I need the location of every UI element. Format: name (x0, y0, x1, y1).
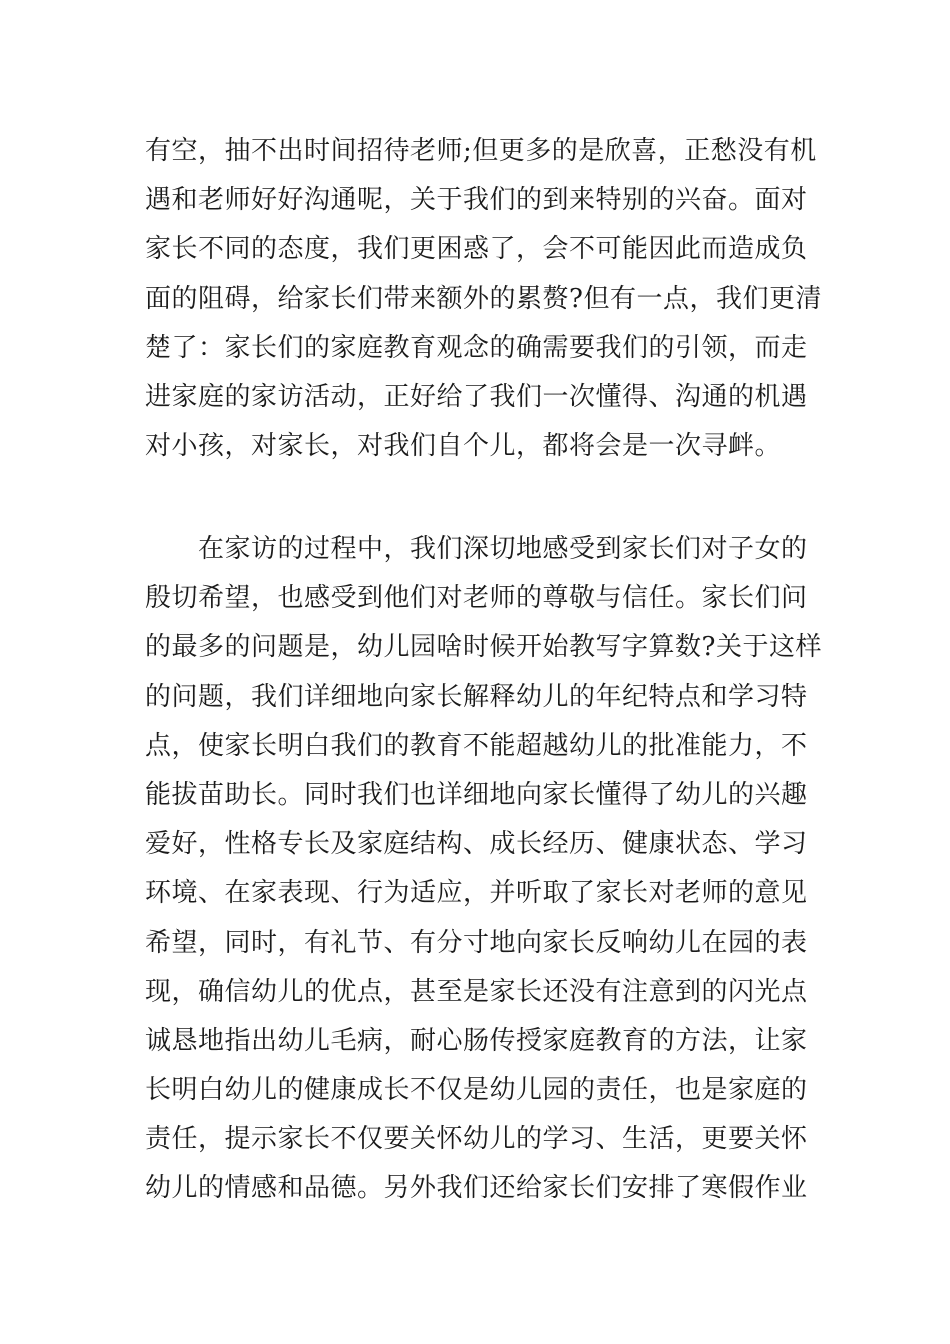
text-line: 爱好，性格专长及家庭结构、成长经历、健康状态、学习 (145, 829, 808, 860)
text-line: 点，使家长明白我们的教育不能超越幼儿的批准能力，不 (145, 730, 808, 761)
text-line: 的问题，我们详细地向家长解释幼儿的年纪特点和学习特 (145, 681, 808, 712)
text-line: 责任，提示家长不仅要关怀幼儿的学习、生活，更要关怀 (145, 1124, 808, 1155)
text-line: 进家庭的家访活动，正好给了我们一次懂得、沟通的机遇 (145, 381, 808, 412)
text-line: 面的阻碍，给家长们带来额外的累赘?但有一点，我们更清 (145, 283, 822, 314)
text-line: 楚了：家长们的家庭教育观念的确需要我们的引领，而走 (145, 332, 808, 363)
text-line: 在家访的过程中，我们深切地感受到家长们对子女的 (145, 534, 808, 564)
text-line: 希望，同时，有礼节、有分寸地向家长反响幼儿在园的表 (145, 927, 808, 958)
text-line: 现，确信幼儿的优点，甚至是家长还没有注意到的闪光点 (145, 976, 808, 1007)
paragraph-1 (145, 127, 822, 471)
paragraph-2 (145, 525, 822, 1214)
text-line: 的最多的问题是，幼儿园啥时候开始教写字算数?关于这样 (145, 632, 822, 663)
text-line: 家长不同的态度，我们更困惑了，会不可能因此而造成负 (145, 234, 808, 265)
text-line: 遇和老师好好沟通呢，关于我们的到来特别的兴奋。面对 (145, 185, 808, 216)
text-line: 环境、在家表现、行为适应，并听取了家长对老师的意见 (145, 878, 808, 909)
text-line: 对小孩，对家长，对我们自个儿，都将会是一次寻衅。 (145, 431, 782, 462)
text-line: 长明白幼儿的健康成长不仅是幼儿园的责任，也是家庭的 (145, 1075, 808, 1106)
text-line: 能拔苗助长。同时我们也详细地向家长懂得了幼儿的兴趣 (145, 779, 808, 810)
text-line: 有空，抽不出时间招待老师;但更多的是欣喜，正愁没有机 (145, 136, 817, 166)
text-line: 幼儿的情感和品德。另外我们还给家长们安排了寒假作业 (145, 1173, 808, 1204)
text-line: 诚恳地指出幼儿毛病，耐心肠传授家庭教育的方法，让家 (145, 1025, 808, 1056)
text-line: 殷切希望，也感受到他们对老师的尊敬与信任。家长们问 (145, 583, 808, 614)
